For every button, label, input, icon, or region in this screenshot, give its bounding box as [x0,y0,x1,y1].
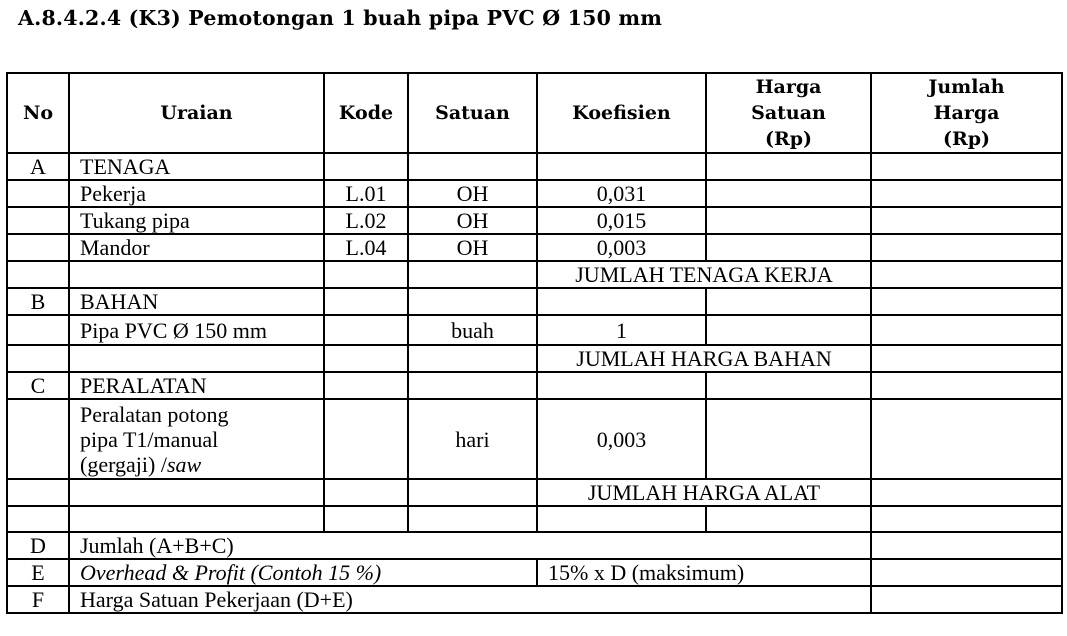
item-uraian: Mandor [69,234,324,261]
table-row [7,180,1062,207]
header-uraian: Uraian [69,73,324,153]
section-label: PERALATAN [69,372,324,399]
subtotal-row-alat [7,479,1062,506]
item-kode: L.02 [324,207,408,234]
summary-value: 15% x D (maksimum) [537,559,871,586]
table-header-row [7,73,1062,153]
table-row [7,234,1062,261]
item-kode: L.01 [324,180,408,207]
summary-row-e [7,559,1062,586]
table-row [7,315,1062,345]
subtotal-label: JUMLAH TENAGA KERJA [537,261,871,288]
table-row [7,399,1062,479]
header-satuan: Satuan [408,73,537,153]
summary-no: F [7,586,69,613]
summary-row-f [7,586,1062,613]
item-kode: L.04 [324,234,408,261]
item-koefisien: 0,003 [537,399,706,479]
subtotal-label: JUMLAH HARGA BAHAN [537,345,871,372]
item-uraian: Peralatan potong pipa T1/manual (gergaji) /saw [69,399,324,479]
page-title: A.8.4.2.4 (K3) Pemotongan 1 buah pipa PVC Ø 150 mm [18,6,663,30]
summary-no: E [7,559,69,586]
item-satuan: hari [408,399,537,479]
item-koefisien: 0,015 [537,207,706,234]
header-koefisien: Koefisien [537,73,706,153]
header-harga-satuan: Harga Satuan (Rp) [706,73,871,153]
header-kode: Kode [324,73,408,153]
item-kode [324,399,408,479]
price-analysis-table [6,72,1063,614]
section-label: TENAGA [69,153,324,180]
section-row-tenaga [7,153,1062,180]
summary-label: Overhead & Profit (Contoh 15 %) [69,559,537,586]
subtotal-row-tenaga [7,261,1062,288]
item-satuan: buah [408,315,537,345]
item-satuan: OH [408,207,537,234]
item-kode [324,315,408,345]
table-row [7,207,1062,234]
header-jumlah-harga: Jumlah Harga (Rp) [871,73,1062,153]
item-uraian: Pekerja [69,180,324,207]
summary-no: D [7,532,69,559]
item-uraian: Pipa PVC Ø 150 mm [69,315,324,345]
section-no: A [7,153,69,180]
section-row-bahan [7,288,1062,315]
item-satuan: OH [408,234,537,261]
summary-label: Jumlah (A+B+C) [69,532,871,559]
blank-row [7,506,1062,532]
section-label: BAHAN [69,288,324,315]
subtotal-row-bahan [7,345,1062,372]
header-no: No [7,73,69,153]
item-uraian: Tukang pipa [69,207,324,234]
summary-label: Harga Satuan Pekerjaan (D+E) [69,586,871,613]
summary-row-d [7,532,1062,559]
section-no: B [7,288,69,315]
section-row-peralatan [7,372,1062,399]
item-satuan: OH [408,180,537,207]
item-koefisien: 1 [537,315,706,345]
section-no: C [7,372,69,399]
subtotal-label: JUMLAH HARGA ALAT [537,479,871,506]
item-koefisien: 0,003 [537,234,706,261]
item-koefisien: 0,031 [537,180,706,207]
